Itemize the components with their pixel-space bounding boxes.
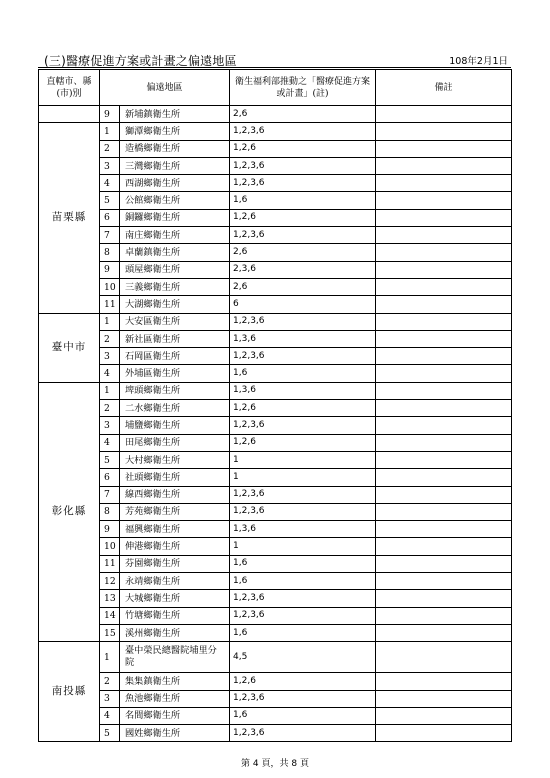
row-number: 9 (100, 521, 120, 538)
plan-codes: 1,2,3,6 (230, 590, 376, 607)
note-cell (376, 707, 512, 724)
facility-name: 福興鄉衛生所 (120, 521, 230, 538)
table-row (39, 573, 512, 590)
facility-name: 埔鹽鄉衛生所 (120, 417, 230, 434)
plan-codes: 1,6 (230, 573, 376, 590)
row-number: 5 (100, 725, 120, 742)
plan-codes: 1,2,6 (230, 434, 376, 451)
facility-name: 三義鄉衛生所 (120, 278, 230, 295)
table-row (39, 175, 512, 192)
facility-name: 永靖鄉衛生所 (120, 573, 230, 590)
facility-name: 大村鄉衛生所 (120, 451, 230, 468)
note-cell (376, 365, 512, 382)
note-cell (376, 157, 512, 174)
plan-codes: 1,2,3,6 (230, 157, 376, 174)
table-row (39, 192, 512, 209)
facility-name: 新社區衛生所 (120, 330, 230, 347)
note-cell (376, 106, 512, 123)
note-cell (376, 673, 512, 690)
facility-name: 三灣鄉衛生所 (120, 157, 230, 174)
note-cell (376, 642, 512, 673)
row-number: 3 (100, 690, 120, 707)
plan-codes: 1,2,3,6 (230, 607, 376, 624)
table-row (39, 227, 512, 244)
plan-codes: 1,6 (230, 624, 376, 641)
plan-codes: 1,2,3,6 (230, 486, 376, 503)
table-row (39, 503, 512, 520)
facility-name: 名間鄉衛生所 (120, 707, 230, 724)
note-cell (376, 244, 512, 261)
plan-codes: 1,2,3,6 (230, 503, 376, 520)
plan-codes: 1,2,3,6 (230, 123, 376, 140)
facility-name: 魚池鄉衛生所 (120, 690, 230, 707)
facility-name: 大城鄉衛生所 (120, 590, 230, 607)
note-cell (376, 209, 512, 226)
row-number: 9 (100, 261, 120, 278)
plan-codes: 2,6 (230, 244, 376, 261)
plan-codes: 1,3,6 (230, 521, 376, 538)
note-cell (376, 521, 512, 538)
table-row (39, 400, 512, 417)
facility-name: 集集鎮衛生所 (120, 673, 230, 690)
city-cell: 苗栗縣 (39, 123, 100, 313)
note-cell (376, 140, 512, 157)
facility-name: 新埔鎮衛生所 (120, 106, 230, 123)
note-cell (376, 690, 512, 707)
row-number: 4 (100, 365, 120, 382)
facility-name: 南庄鄉衛生所 (120, 227, 230, 244)
note-cell (376, 417, 512, 434)
table-row (39, 296, 512, 313)
facility-name: 外埔區衛生所 (120, 365, 230, 382)
plan-codes: 1,3,6 (230, 330, 376, 347)
header-note: 備註 (376, 70, 512, 106)
row-number: 3 (100, 157, 120, 174)
note-cell (376, 330, 512, 347)
table-row (39, 313, 512, 330)
row-number: 5 (100, 192, 120, 209)
facility-name: 芬園鄉衛生所 (120, 555, 230, 572)
plan-codes: 1,6 (230, 707, 376, 724)
table-row (39, 123, 512, 140)
row-number: 11 (100, 296, 120, 313)
note-cell (376, 434, 512, 451)
facility-name: 西湖鄉衛生所 (120, 175, 230, 192)
note-cell (376, 278, 512, 295)
plan-codes: 1,2,6 (230, 140, 376, 157)
facility-name: 公館鄉衛生所 (120, 192, 230, 209)
table-row (39, 690, 512, 707)
plan-codes: 4,5 (230, 642, 376, 673)
note-cell (376, 573, 512, 590)
table-row (39, 469, 512, 486)
plan-codes: 2,6 (230, 278, 376, 295)
table-header-row (39, 70, 512, 106)
row-number: 4 (100, 434, 120, 451)
row-number: 2 (100, 330, 120, 347)
facility-name: 社頭鄉衛生所 (120, 469, 230, 486)
facility-name: 卓蘭鎮衛生所 (120, 244, 230, 261)
note-cell (376, 538, 512, 555)
table-row (39, 348, 512, 365)
facility-name: 國姓鄉衛生所 (120, 725, 230, 742)
table-row (39, 140, 512, 157)
table-row (39, 365, 512, 382)
note-cell (376, 400, 512, 417)
facility-name: 石岡區衛生所 (120, 348, 230, 365)
table-row (39, 261, 512, 278)
plan-codes: 2,6 (230, 106, 376, 123)
facility-name: 伸港鄉衛生所 (120, 538, 230, 555)
facility-name: 頭屋鄉衛生所 (120, 261, 230, 278)
note-cell (376, 607, 512, 624)
header-city: 直轄市、縣(市)別 (39, 70, 100, 106)
header-area: 偏遠地區 (100, 70, 230, 106)
facility-name: 線西鄉衛生所 (120, 486, 230, 503)
table-row (39, 707, 512, 724)
table-row (39, 624, 512, 641)
row-number: 10 (100, 278, 120, 295)
facility-name: 竹塘鄉衛生所 (120, 607, 230, 624)
row-number: 6 (100, 209, 120, 226)
row-number: 10 (100, 538, 120, 555)
facility-name: 田尾鄉衛生所 (120, 434, 230, 451)
plan-codes: 1,2,6 (230, 673, 376, 690)
row-number: 1 (100, 382, 120, 399)
facility-name: 臺中榮民總醫院埔里分院 (120, 642, 230, 673)
city-cell: 臺中市 (39, 313, 100, 382)
table-row (39, 642, 512, 673)
plan-codes: 1,2,3,6 (230, 690, 376, 707)
title-rule (38, 67, 511, 68)
table-row (39, 278, 512, 295)
note-cell (376, 725, 512, 742)
plan-codes: 1,2,6 (230, 400, 376, 417)
note-cell (376, 469, 512, 486)
row-number: 4 (100, 175, 120, 192)
row-number: 1 (100, 123, 120, 140)
plan-codes: 1,6 (230, 192, 376, 209)
plan-codes: 6 (230, 296, 376, 313)
table-row (39, 555, 512, 572)
note-cell (376, 123, 512, 140)
row-number: 5 (100, 451, 120, 468)
city-cell: 南投縣 (39, 642, 100, 742)
table-row (39, 451, 512, 468)
row-number: 4 (100, 707, 120, 724)
note-cell (376, 451, 512, 468)
row-number: 12 (100, 573, 120, 590)
table-row (39, 434, 512, 451)
page-footer: 第 4 頁，共 8 頁 (241, 759, 309, 769)
plan-codes: 1,6 (230, 365, 376, 382)
note-cell (376, 503, 512, 520)
row-number: 7 (100, 227, 120, 244)
row-number: 9 (100, 106, 120, 123)
row-number: 3 (100, 417, 120, 434)
row-number: 1 (100, 642, 120, 673)
plan-codes: 1,6 (230, 555, 376, 572)
plan-codes: 1,2,3,6 (230, 313, 376, 330)
table-row (39, 106, 512, 123)
table-row (39, 417, 512, 434)
table-row (39, 590, 512, 607)
facility-name: 獅潭鄉衛生所 (120, 123, 230, 140)
plan-codes: 1,3,6 (230, 382, 376, 399)
note-cell (376, 313, 512, 330)
note-cell (376, 296, 512, 313)
table-row (39, 244, 512, 261)
note-cell (376, 227, 512, 244)
city-cell (39, 106, 100, 123)
plan-codes: 1,2,3,6 (230, 725, 376, 742)
document-date: 108年2月1日 (449, 56, 508, 67)
row-number: 14 (100, 607, 120, 624)
row-number: 8 (100, 244, 120, 261)
row-number: 2 (100, 400, 120, 417)
table-row (39, 209, 512, 226)
plan-codes: 1 (230, 451, 376, 468)
note-cell (376, 486, 512, 503)
row-number: 1 (100, 313, 120, 330)
page-title: (三)醫療促進方案或計畫之偏遠地區 (44, 54, 237, 68)
plan-codes: 1 (230, 538, 376, 555)
row-number: 3 (100, 348, 120, 365)
row-number: 7 (100, 486, 120, 503)
note-cell (376, 192, 512, 209)
plan-codes: 1,2,3,6 (230, 175, 376, 192)
plan-codes: 1 (230, 469, 376, 486)
row-number: 15 (100, 624, 120, 641)
table-row (39, 486, 512, 503)
note-cell (376, 624, 512, 641)
note-cell (376, 382, 512, 399)
facility-name: 芳苑鄉衛生所 (120, 503, 230, 520)
facility-name: 造橋鄉衛生所 (120, 140, 230, 157)
facility-name: 大安區衛生所 (120, 313, 230, 330)
row-number: 13 (100, 590, 120, 607)
plan-codes: 1,2,6 (230, 209, 376, 226)
row-number: 8 (100, 503, 120, 520)
facility-name: 大湖鄉衛生所 (120, 296, 230, 313)
table-row (39, 673, 512, 690)
plan-codes: 1,2,3,6 (230, 348, 376, 365)
plan-codes: 2,3,6 (230, 261, 376, 278)
table-row (39, 725, 512, 742)
facility-name: 二水鄉衛生所 (120, 400, 230, 417)
table-row (39, 382, 512, 399)
remote-area-table (38, 69, 512, 742)
facility-name: 銅鑼鄉衛生所 (120, 209, 230, 226)
note-cell (376, 175, 512, 192)
plan-codes: 1,2,3,6 (230, 417, 376, 434)
row-number: 6 (100, 469, 120, 486)
note-cell (376, 555, 512, 572)
facility-name: 溪州鄉衛生所 (120, 624, 230, 641)
header-plan: 衛生福利部推動之「醫療促進方案或計畫」(註) (230, 70, 376, 106)
note-cell (376, 261, 512, 278)
note-cell (376, 590, 512, 607)
city-cell: 彰化縣 (39, 382, 100, 641)
row-number: 11 (100, 555, 120, 572)
plan-codes: 1,2,3,6 (230, 227, 376, 244)
note-cell (376, 348, 512, 365)
table-row (39, 330, 512, 347)
table-row (39, 538, 512, 555)
table-body (39, 106, 512, 742)
facility-name: 埤頭鄉衛生所 (120, 382, 230, 399)
table-row (39, 521, 512, 538)
table-row (39, 157, 512, 174)
table-row (39, 607, 512, 624)
row-number: 2 (100, 140, 120, 157)
row-number: 2 (100, 673, 120, 690)
